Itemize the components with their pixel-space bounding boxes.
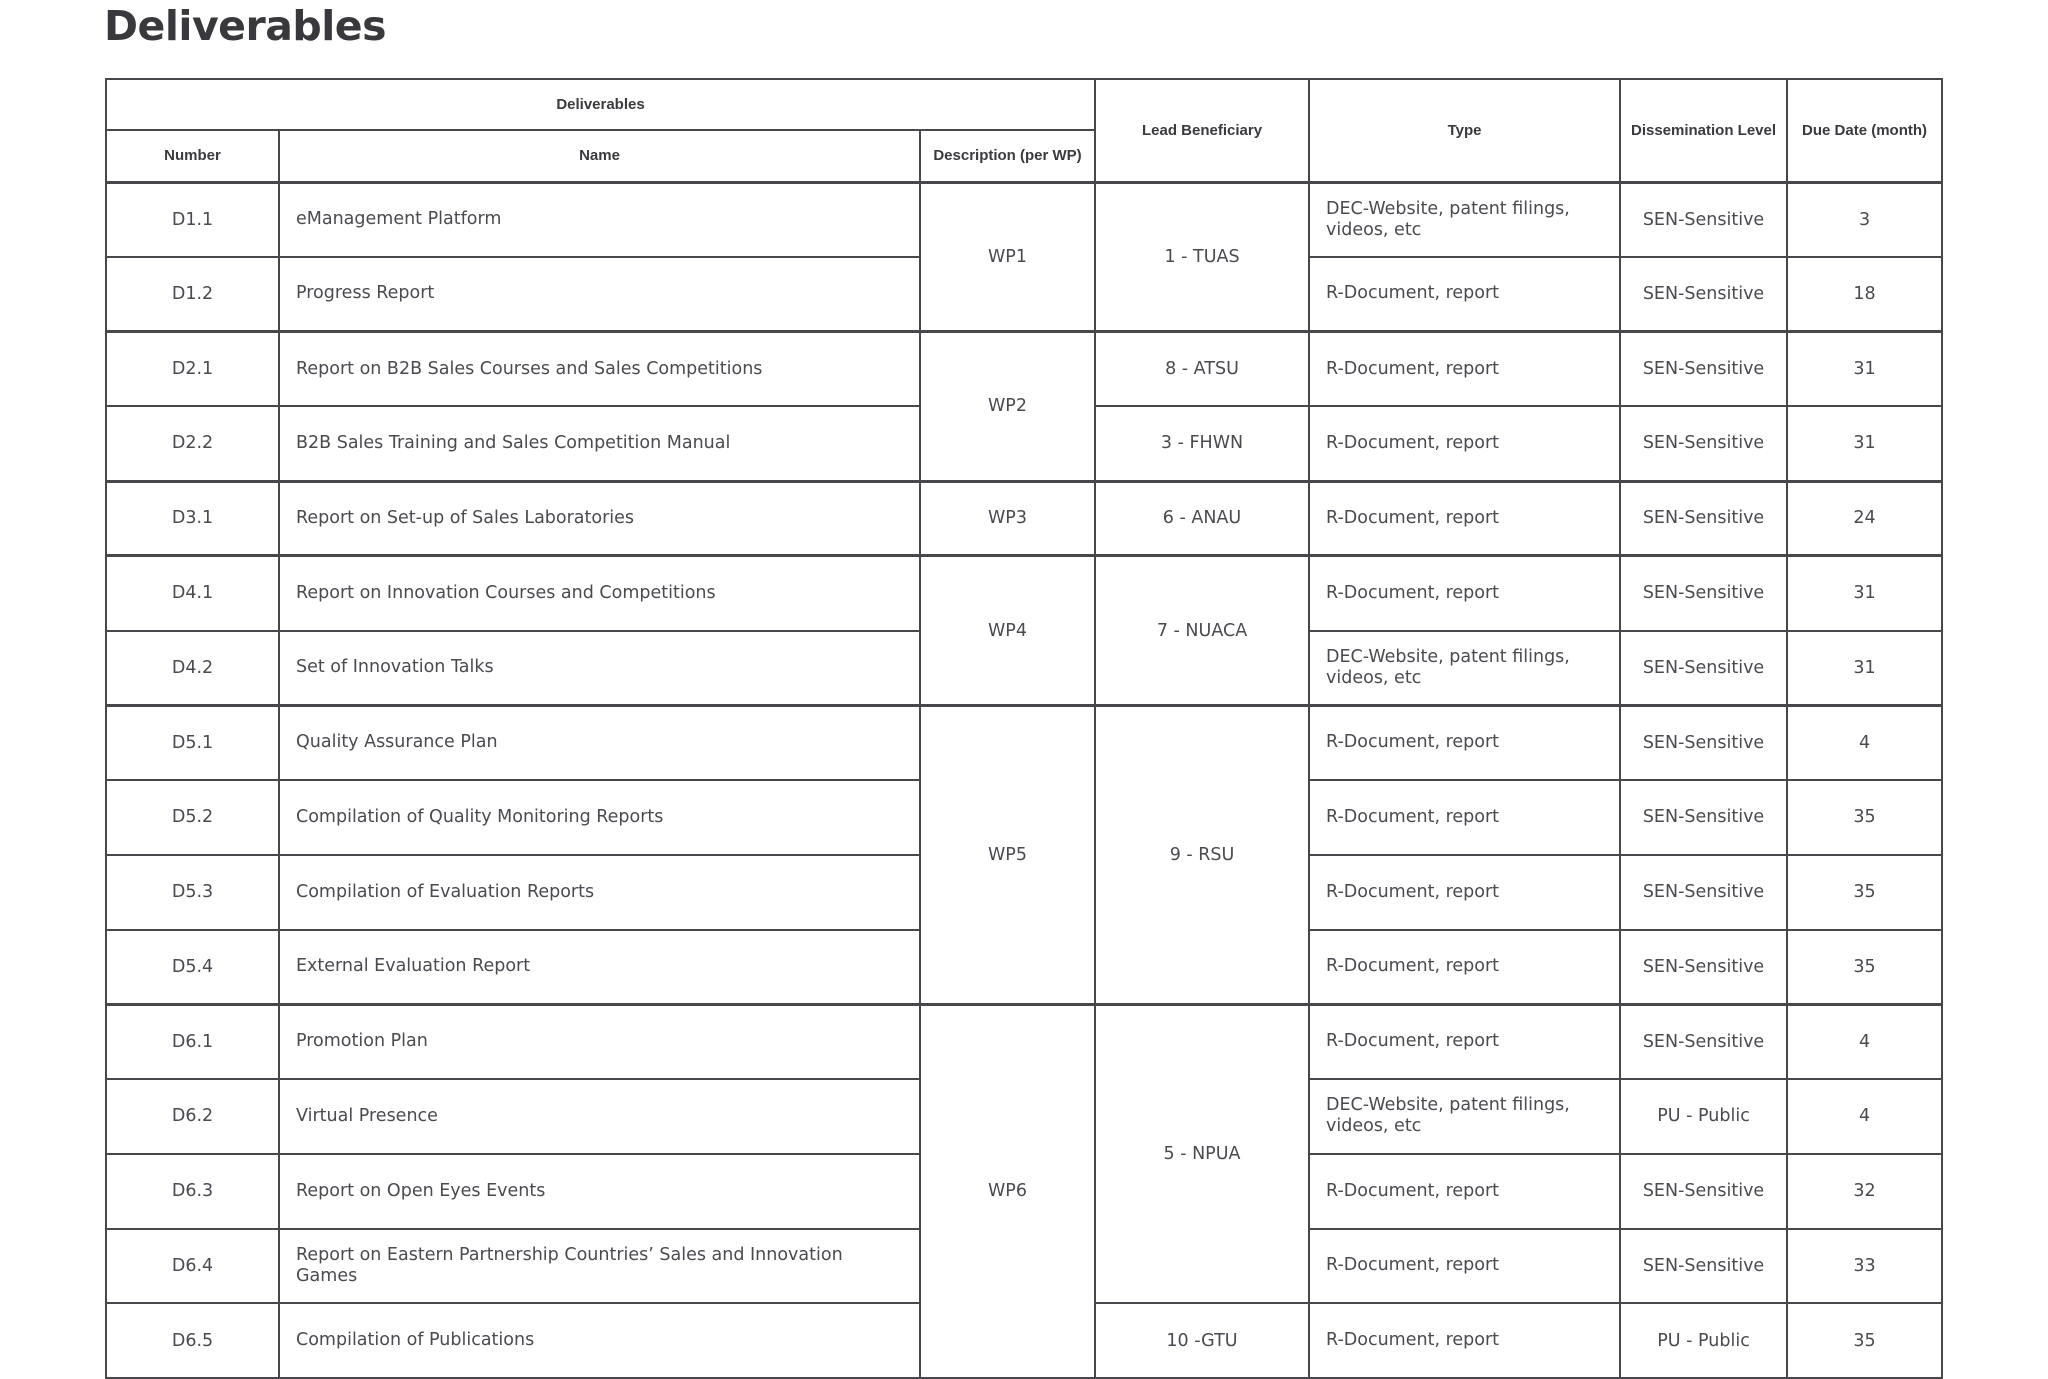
- cell-dissemination: SEN-Sensitive: [1620, 1154, 1787, 1229]
- cell-lead-beneficiary: 10 -GTU: [1095, 1303, 1309, 1378]
- cell-number: D5.4: [106, 930, 279, 1005]
- cell-dissemination: PU - Public: [1620, 1079, 1787, 1154]
- cell-number: D3.1: [106, 481, 279, 556]
- cell-type: R-Document, report: [1309, 855, 1620, 930]
- cell-name: B2B Sales Training and Sales Competition Manual: [279, 406, 920, 481]
- header-name: Name: [279, 130, 920, 182]
- cell-dissemination: SEN-Sensitive: [1620, 332, 1787, 407]
- header-description: Description (per WP): [920, 130, 1095, 182]
- cell-type: DEC-Website, patent filings, videos, etc: [1309, 631, 1620, 706]
- cell-dissemination: SEN-Sensitive: [1620, 1229, 1787, 1304]
- cell-lead-beneficiary: 9 - RSU: [1095, 705, 1309, 1004]
- cell-number: D5.3: [106, 855, 279, 930]
- cell-name: Quality Assurance Plan: [279, 705, 920, 780]
- cell-name: Compilation of Publications: [279, 1303, 920, 1378]
- cell-due: 35: [1787, 780, 1942, 855]
- cell-number: D1.1: [106, 182, 279, 257]
- deliverables-table: [105, 78, 1943, 1379]
- cell-type: R-Document, report: [1309, 257, 1620, 332]
- cell-number: D5.1: [106, 705, 279, 780]
- cell-type: R-Document, report: [1309, 1154, 1620, 1229]
- cell-dissemination: SEN-Sensitive: [1620, 556, 1787, 631]
- cell-description: WP6: [920, 1004, 1095, 1378]
- cell-number: D2.2: [106, 406, 279, 481]
- cell-name: Report on Eastern Partnership Countries’ Sales and Innovation Games: [279, 1229, 920, 1304]
- cell-due: 33: [1787, 1229, 1942, 1304]
- cell-due: 3: [1787, 182, 1942, 257]
- cell-number: D6.3: [106, 1154, 279, 1229]
- cell-dissemination: SEN-Sensitive: [1620, 182, 1787, 257]
- header-lead-beneficiary: Lead Beneficiary: [1095, 79, 1309, 182]
- cell-type: R-Document, report: [1309, 332, 1620, 407]
- cell-dissemination: SEN-Sensitive: [1620, 855, 1787, 930]
- cell-dissemination: PU - Public: [1620, 1303, 1787, 1378]
- cell-dissemination: SEN-Sensitive: [1620, 406, 1787, 481]
- cell-due: 24: [1787, 481, 1942, 556]
- cell-due: 31: [1787, 631, 1942, 706]
- page-title: Deliverables: [104, 2, 386, 50]
- cell-type: DEC-Website, patent filings, videos, etc: [1309, 1079, 1620, 1154]
- cell-due: 31: [1787, 556, 1942, 631]
- header-dissemination-level: Dissemination Level: [1620, 79, 1787, 182]
- header-deliverables-group: Deliverables: [106, 79, 1095, 130]
- cell-type: R-Document, report: [1309, 1229, 1620, 1304]
- cell-description: WP1: [920, 182, 1095, 332]
- cell-name: Report on B2B Sales Courses and Sales Competitions: [279, 332, 920, 407]
- table-row: [106, 556, 1942, 631]
- cell-name: Report on Set-up of Sales Laboratories: [279, 481, 920, 556]
- cell-lead-beneficiary: 6 - ANAU: [1095, 481, 1309, 556]
- cell-due: 31: [1787, 332, 1942, 407]
- cell-dissemination: SEN-Sensitive: [1620, 930, 1787, 1005]
- cell-number: D6.5: [106, 1303, 279, 1378]
- cell-due: 35: [1787, 1303, 1942, 1378]
- cell-type: R-Document, report: [1309, 1303, 1620, 1378]
- cell-number: D6.4: [106, 1229, 279, 1304]
- cell-name: Virtual Presence: [279, 1079, 920, 1154]
- header-number: Number: [106, 130, 279, 182]
- cell-number: D6.2: [106, 1079, 279, 1154]
- cell-due: 18: [1787, 257, 1942, 332]
- cell-name: External Evaluation Report: [279, 930, 920, 1005]
- cell-dissemination: SEN-Sensitive: [1620, 1004, 1787, 1079]
- table-row: [106, 705, 1942, 780]
- cell-type: R-Document, report: [1309, 556, 1620, 631]
- cell-type: R-Document, report: [1309, 930, 1620, 1005]
- header-due-date: Due Date (month): [1787, 79, 1942, 182]
- table-row: [106, 182, 1942, 257]
- cell-number: D2.1: [106, 332, 279, 407]
- cell-due: 31: [1787, 406, 1942, 481]
- cell-name: Report on Open Eyes Events: [279, 1154, 920, 1229]
- cell-number: D4.1: [106, 556, 279, 631]
- cell-due: 4: [1787, 1004, 1942, 1079]
- cell-type: R-Document, report: [1309, 780, 1620, 855]
- table-row: [106, 332, 1942, 407]
- table-row: [106, 1004, 1942, 1079]
- cell-lead-beneficiary: 5 - NPUA: [1095, 1004, 1309, 1303]
- cell-due: 35: [1787, 855, 1942, 930]
- cell-dissemination: SEN-Sensitive: [1620, 705, 1787, 780]
- cell-due: 4: [1787, 1079, 1942, 1154]
- cell-number: D1.2: [106, 257, 279, 332]
- cell-description: WP4: [920, 556, 1095, 706]
- cell-name: Report on Innovation Courses and Competitions: [279, 556, 920, 631]
- cell-due: 4: [1787, 705, 1942, 780]
- cell-lead-beneficiary: 3 - FHWN: [1095, 406, 1309, 481]
- cell-name: eManagement Platform: [279, 182, 920, 257]
- cell-name: Progress Report: [279, 257, 920, 332]
- cell-name: Promotion Plan: [279, 1004, 920, 1079]
- cell-description: WP5: [920, 705, 1095, 1004]
- table-row: [106, 481, 1942, 556]
- header-type: Type: [1309, 79, 1620, 182]
- cell-type: R-Document, report: [1309, 406, 1620, 481]
- cell-due: 35: [1787, 930, 1942, 1005]
- cell-description: WP3: [920, 481, 1095, 556]
- cell-lead-beneficiary: 8 - ATSU: [1095, 332, 1309, 407]
- cell-due: 32: [1787, 1154, 1942, 1229]
- cell-name: Compilation of Evaluation Reports: [279, 855, 920, 930]
- cell-name: Compilation of Quality Monitoring Reports: [279, 780, 920, 855]
- cell-type: R-Document, report: [1309, 705, 1620, 780]
- cell-type: DEC-Website, patent filings, videos, etc: [1309, 182, 1620, 257]
- cell-type: R-Document, report: [1309, 481, 1620, 556]
- cell-lead-beneficiary: 7 - NUACA: [1095, 556, 1309, 706]
- cell-dissemination: SEN-Sensitive: [1620, 631, 1787, 706]
- cell-lead-beneficiary: 1 - TUAS: [1095, 182, 1309, 332]
- cell-name: Set of Innovation Talks: [279, 631, 920, 706]
- cell-number: D5.2: [106, 780, 279, 855]
- cell-description: WP2: [920, 332, 1095, 482]
- cell-dissemination: SEN-Sensitive: [1620, 257, 1787, 332]
- cell-dissemination: SEN-Sensitive: [1620, 481, 1787, 556]
- cell-number: D6.1: [106, 1004, 279, 1079]
- cell-type: R-Document, report: [1309, 1004, 1620, 1079]
- cell-number: D4.2: [106, 631, 279, 706]
- cell-dissemination: SEN-Sensitive: [1620, 780, 1787, 855]
